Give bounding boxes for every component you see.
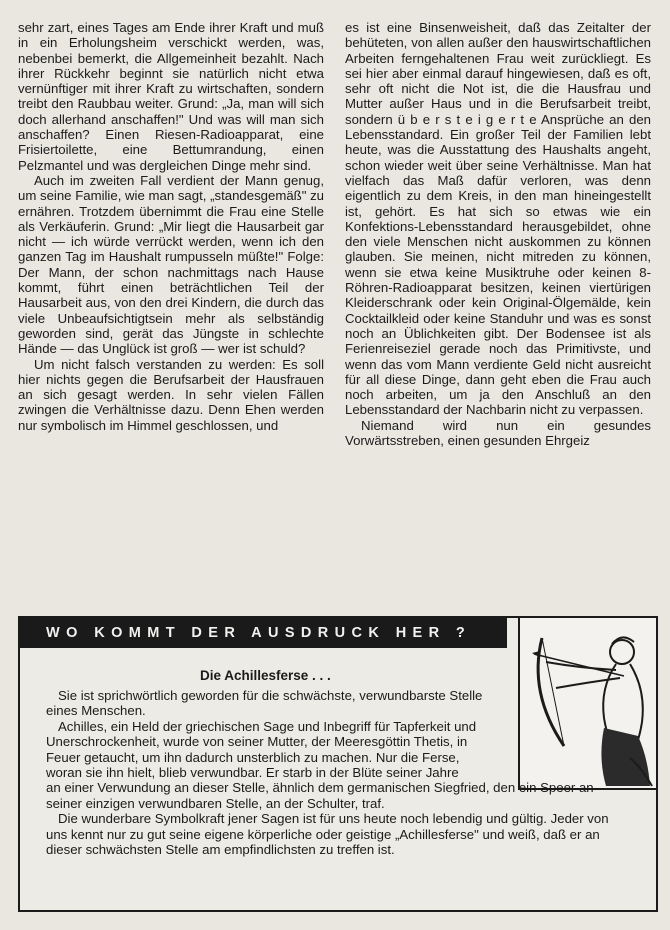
right-paragraph-1: es ist eine Binsenweisheit, daß das Zeitalter der behüteten, von allen außer den hauswirtschaftlichen Arbeiten ferngehaltenen Frau weit zurückliegt. Es sei hier aber einmal darauf hingewiesen, daß es oft, sehr oft nicht die Not ist, die die Hausfrau und Mutter außer Haus und in die Berufsarbeit treibt, sondern ü b e r s t e i g e r t e Ansprüche an den Lebensstandard. Ein großer Teil der Familien lebt heute, was die Ausstattung des Haushalts angeht, schon wieder weit über seine Verhältnisse. Man hat vielfach das Maß dafür verloren, was denn eigentlich zu dem Kreis, in den man hineingestellt ist, gehört. Es hat sich so etwas wie ein Konfektions-Lebensstandard herausgebildet, ohne den viele Menschen nicht auskommen zu können glauben. Sie meinen, nicht mitreden zu können, wenn sie etwa keine Musiktruhe oder keinen 8-Röhren-Radioapparat besitzen, keinen viertürigen Kleiderschrank oder kein Original-Ölgemälde, kein Cocktailkleid oder keine Standuhr und was es sonst noch an Üblichkeiten gibt. Der Bodensee ist als Ferienreiseziel gerade noch das Primitivste, und wenn das vom Mann verdiente Geld nicht ausreicht für all diese Dinge, dann geht eben die Frau auch noch arbeiten, um ja den Anschluß an den Lebensstandard der Nachbarin nicht zu verpassen. [345,20,651,418]
left-paragraph-1: sehr zart, eines Tages am Ende ihrer Kraft und muß in ein Erholungsheim verschickt werden, was, nebenbei bemerkt, die Allgemeinheit bezahlt. Nach ihrer Rückkehr beginnt sie natürlich nicht etwa vernünftiger mit ihrer Kraft zu wirtschaften, sondern treibt den Raubbau weiter. Grund: „Ja, man will sich doch allerhand anschaffen!" Und was will man sich anschaffen? Einen Riesen-Radioapparat, eine Frisiertoilette, eine Bettumrandung, einen Pelzmantel und was dergleichen Dinge mehr sind. [18,20,324,173]
box-paragraph-1: Sie ist sprichwörtlich geworden für die schwächste, verwundbarste Stelle eines Menschen. [46,688,483,719]
left-paragraph-2: Auch im zweiten Fall verdient der Mann genug, um seine Familie, wie man sagt, „standesgemäß" zu ernähren. Trotzdem übernimmt die Frau eine Stelle als Verkäuferin. Grund: „Mir liegt die Hausarbeit gar nicht — ich würde verrückt werden, wenn ich den ganzen Tag im Haushalt rumpusseln müßte!" Folge: Der Mann, der schon nachmittags nach Hause kommt, führt einen beträchtlichen Teil der Hausarbeit aus, von den drei Kindern, die durch das viele Unbeaufsichtigtsein mehr als selbständig geworden sind, gerät das Jüngste in schlechte Hände — das Unglück ist groß — wer ist schuld? [18,172,324,357]
left-paragraph-3: Um nicht falsch verstanden zu werden: Es soll hier nichts gegen die Berufsarbeit der Hausfrauen an sich gesagt werden. In sehr vielen Fällen zwingen die Verhältnisse dazu. Denn Ehen werden nur symbolisch im Himmel geschlossen, und [18,356,324,433]
left-column [18,20,324,433]
box-paragraph-4: Die wunderbare Symbolkraft jener Sagen ist für uns heute noch lebendig und gültig. Jeder von uns kennt nur zu gut seine eigene körperliche oder geistige „Achillesferse" und weiß, daß er an dieser schwächsten Stelle am empfindlichsten zu treffen ist. [46,811,609,858]
box-banner: WO KOMMT DER AUSDRUCK HER ? [20,618,507,648]
info-box [18,616,658,912]
right-paragraph-2: Niemand wird nun ein gesundes Vorwärtsstreben, einen gesunden Ehrgeiz [345,417,651,449]
right-column [345,20,651,448]
box-title: Die Achillesferse . . . [200,668,331,683]
box-paragraph-2: Achilles, ein Held der griechischen Sage und Inbegriff für Tapferkeit und Unerschrockenheit, wurde von seiner Mutter, der Meeresgöttin Thetis, in Feuer getaucht, um ihn dadurch unsterblich zu machen. Nur die Ferse, woran sie ihn hielt, blieb verwundbar. Er starb in der Blüte seiner Jahre [46,718,477,781]
box-text [46,688,618,857]
box-paragraph-3: an einer Verwundung an dieser Stelle, ähnlich dem germanischen Siegfried, den ein Speer an seiner einzigen verwundbaren Stelle, an der Schulter, traf. [46,780,594,811]
